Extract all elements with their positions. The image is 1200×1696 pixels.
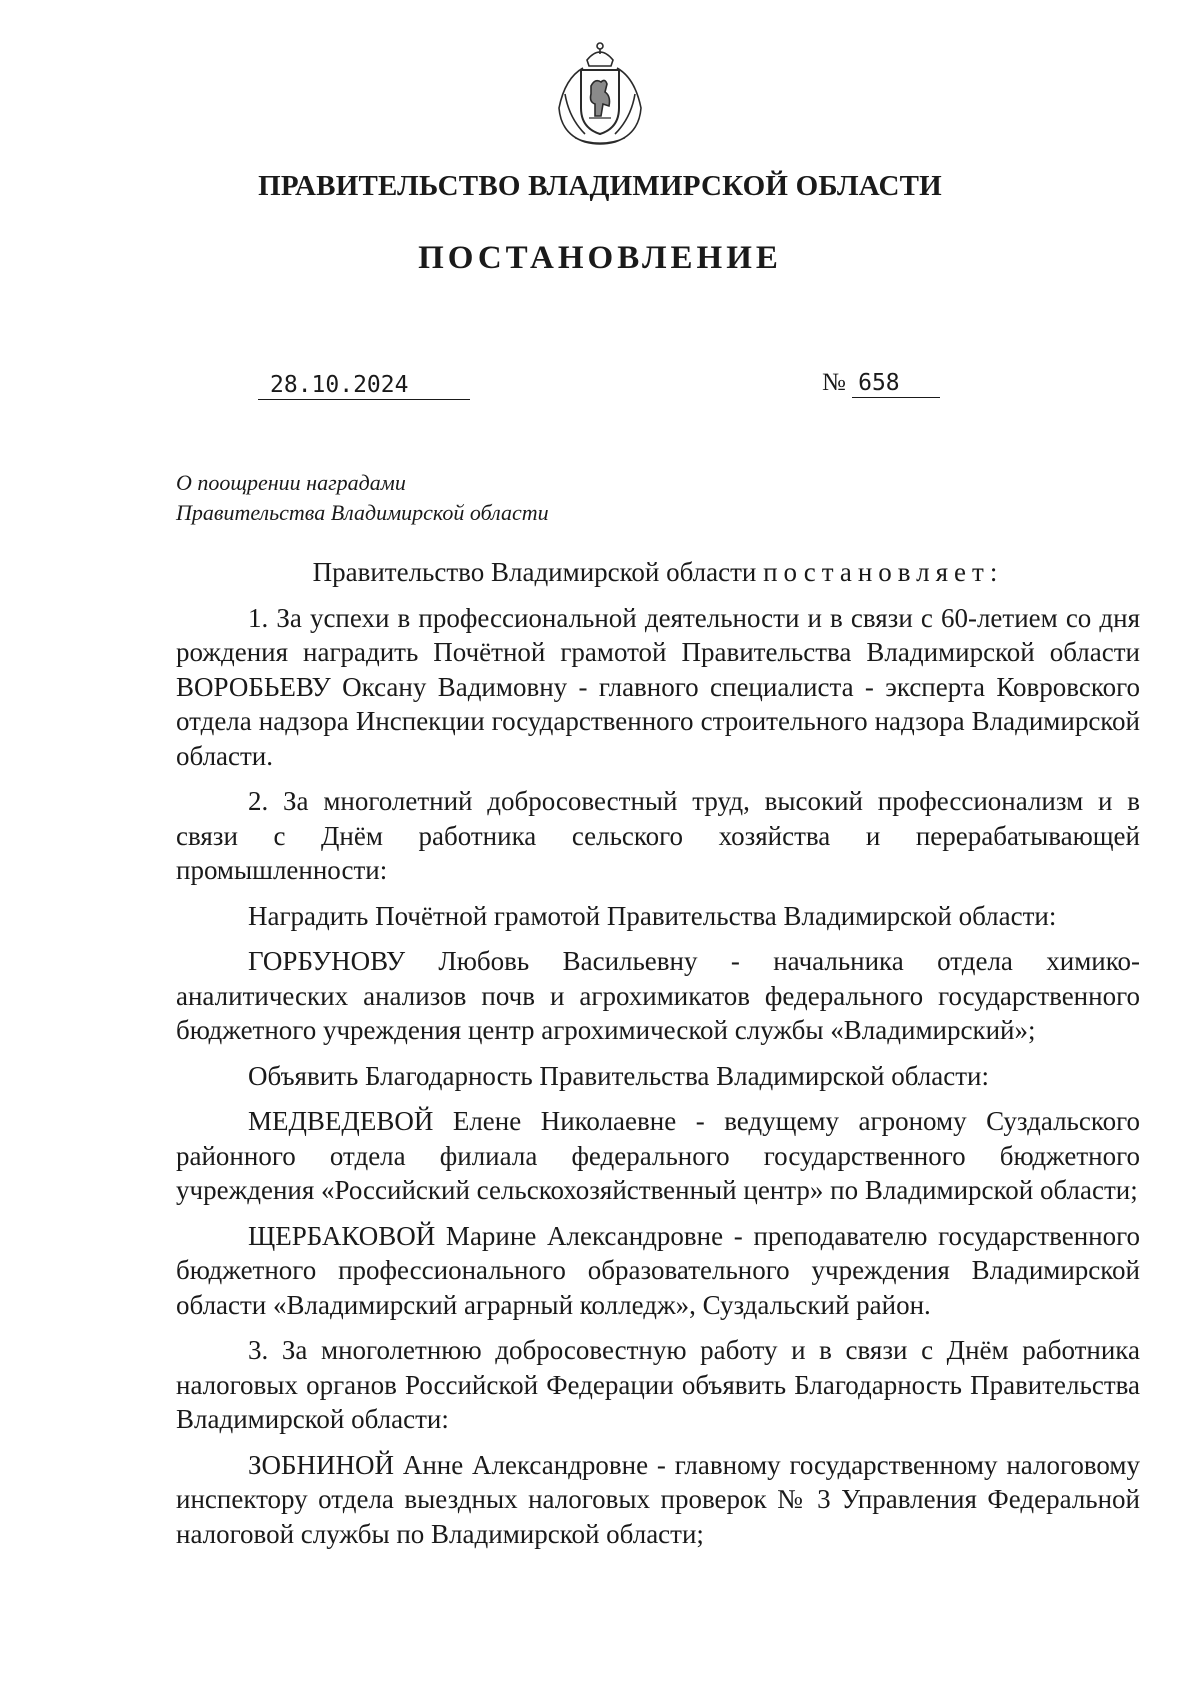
paragraph: ГОРБУНОВУ Любовь Васильевну - начальника отдела химико-аналитических анализов почв и агрохимикатов федерального государственного бюджетного учреждения центр агрохимической службы «Владимирский»; [176, 946, 1140, 1045]
document-number [822, 369, 940, 398]
document-body [176, 555, 1140, 1562]
number-value: 658 [852, 369, 940, 398]
number-label: № [822, 369, 846, 396]
document-subject [176, 468, 549, 528]
paragraph: ЗОБНИНОЙ Анне Александровне - главному государственному налоговому инспектору отдела выездных налоговых проверок № 3 Управления Федеральной налоговой службы по Владимирской области; [176, 1449, 1140, 1549]
paragraph: 1. За успехи в профессиональной деятельности и в связи с 60-летием со дня рождения наградить Почётной грамотой Правительства Владимирской области ВОРОБЬЕВУ Оксану Вадимовну - главного специалиста - эксперта Ковровского отдела надзора Инспекции государственного строительного надзора Владимирской области. [176, 602, 1140, 771]
paragraph: 3. За многолетнюю добросовестную работу и в связи с Днём работника налоговых органов Российской Федерации объявить Благодарность Правительства Владимирской области: [176, 1335, 1140, 1434]
subject-line: Правительства Владимирской области [176, 500, 549, 525]
paragraph: Объявить Благодарность Правительства Владимирской области: [248, 1060, 989, 1091]
document-type: ПОСТАНОВЛЕНИЕ [418, 240, 782, 276]
preamble-text: Правительство Владимирской области [312, 557, 757, 587]
paragraph: 2. За многолетний добросовестный труд, высокий профессионализм и в связи с Днём работника сельского хозяйства и перерабатывающей промышленности: [176, 786, 1140, 885]
organization-title: ПРАВИТЕЛЬСТВО ВЛАДИМИРСКОЙ ОБЛАСТИ [258, 170, 942, 202]
paragraph: Наградить Почётной грамотой Правительства Владимирской области: [248, 900, 1057, 931]
subject-line: О поощрении наградами [176, 470, 406, 495]
preamble [176, 555, 1140, 590]
coat-of-arms-icon [545, 38, 655, 148]
paragraph: ЩЕРБАКОВОЙ Марине Александровне - преподавателю государственного бюджетного профессионального образовательного учреждения Владимирской области «Владимирский аграрный колледж», Суздальский район. [176, 1220, 1140, 1320]
decree-word: постановляет: [763, 557, 1004, 587]
paragraph: МЕДВЕДЕВОЙ Елене Николаевне - ведущему агроному Суздальского районного отдела филиала федерального государственного бюджетного учреждения «Российский сельскохозяйственный центр» по Владимирской области; [176, 1106, 1140, 1205]
document-date: 28.10.2024 [258, 371, 470, 400]
